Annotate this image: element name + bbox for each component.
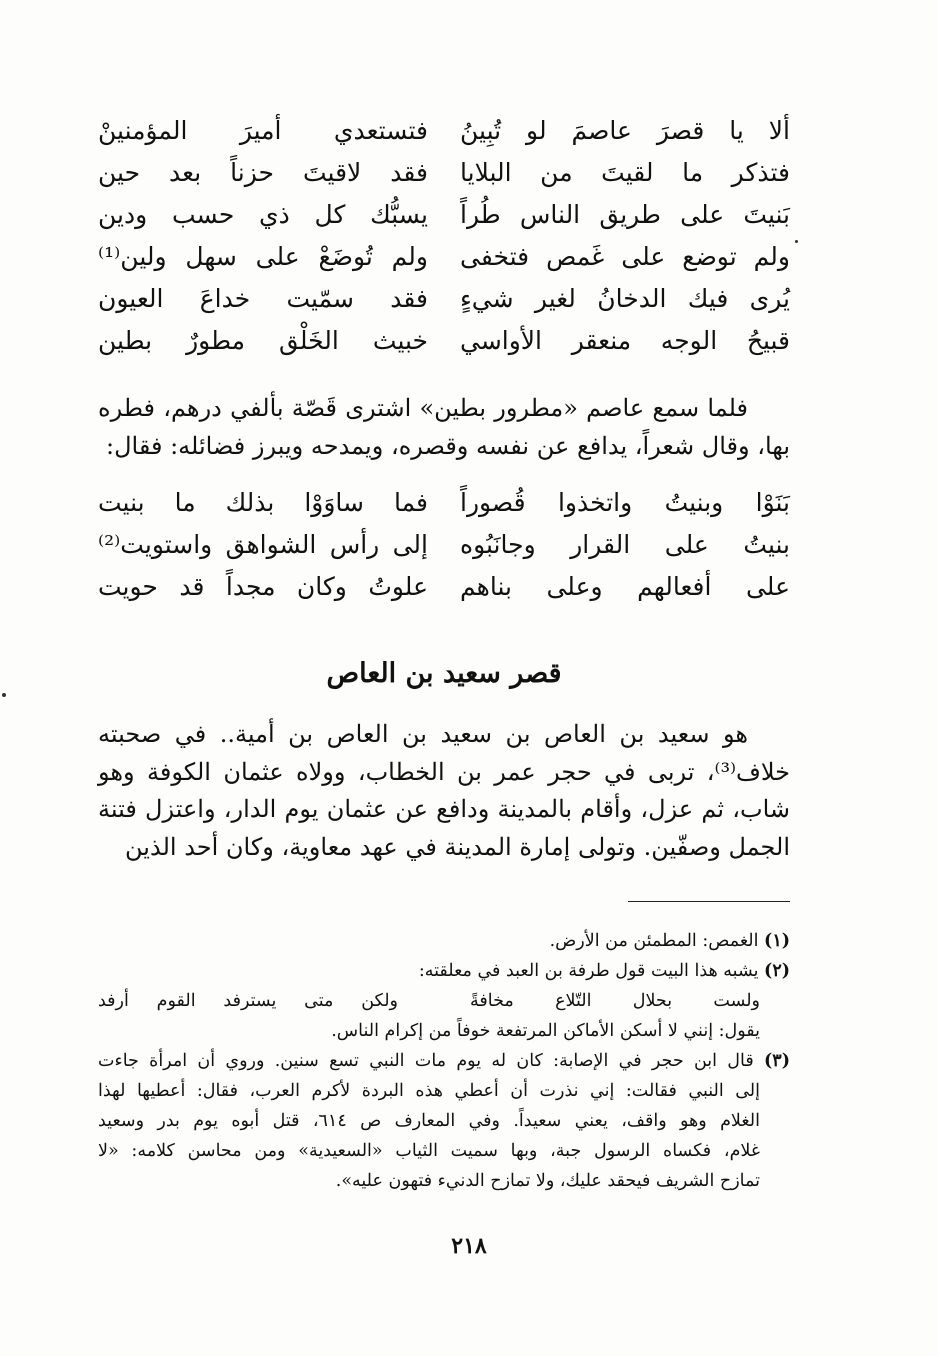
page-number: ٢١٨ (451, 1233, 487, 1259)
section-heading: قصر سعيد بن العاص (326, 658, 562, 689)
poem-2 (98, 482, 790, 608)
hemistich-1: ولم توضع على غَمص فتخفى (460, 242, 790, 271)
verse-row (98, 524, 790, 566)
hemistich-1: على أفعالهم وعلى بناهم (460, 572, 790, 601)
hemistich-1: ألا يا قصرَ عاصمَ لو تُبِينُ (460, 116, 790, 145)
scan-speck (2, 693, 6, 697)
paragraph-2: هو سعيد بن العاص بن سعيد بن العاص بن أمية.. في صحبته خلاف⁽³⁾، تربى في حجر عمر بن الخطاب، وولاه عثمان الكوفة وهو شاب، ثم عزل، وأقام بالمدينة ودافع عن عثمان يوم الدار، واعتزل فتنة الجمل وصفّين. وتولى إمارة المدينة في عهد معاوية، وكان أحد الذين (98, 720, 791, 861)
footnote-verse-hemistich-2: ولكن متى يسترفد القوم أرفد (98, 991, 398, 1011)
footnotes (98, 926, 790, 1196)
hemistich-2: يسبُّك كل ذي حسب ودين (98, 200, 428, 229)
verse-row (98, 482, 790, 524)
footnote-2 (98, 956, 790, 986)
hemistich-1: بَنيتَ على طريق الناس طُراً (460, 200, 790, 229)
verse-row (98, 320, 790, 362)
verse-row (98, 194, 790, 236)
hemistich-2: فقد لاقيتَ حزناً بعد حين (98, 158, 428, 187)
footnote-verse-hemistich-1: ولست بحلال التّلاع مخافةً (470, 991, 760, 1011)
paragraph-1: فلما سمع عاصم «مطرور بطين» اشترى قَصّة بألفي درهم، فطره بها، وقال شعراً، يدافع عن نفسه وقصره، ويمدحه ويبرز فضائله: فقال: (98, 394, 790, 460)
verse-row (98, 278, 790, 320)
hemistich-2: علوتُ وكان مجداً قد حويت (98, 572, 428, 601)
hemistich-1: بَنَوْا وبنيتُ واتخذوا قُصوراً (460, 488, 790, 517)
hemistich-2: إلى رأس الشواهق واستويت⁽²⁾ (98, 530, 428, 559)
footnote-number: (٣) (764, 1051, 790, 1071)
hemistich-2: ولم تُوضَعْ على سهل ولين⁽¹⁾ (98, 242, 428, 271)
poem-1 (98, 110, 790, 362)
verse-row (98, 152, 790, 194)
footnote-3-line: الغلام وهو واقف، يعني سعيداً. وفي المعارف ص ٦١٤، قتل أبوه يوم بدر وسعيد (98, 1111, 760, 1131)
verse-row (98, 110, 790, 152)
footnote-verse (98, 986, 790, 1016)
hemistich-2: فما ساوَوْا بذلك ما بنيت (98, 488, 428, 517)
verse-row (98, 566, 790, 608)
verse-row (98, 236, 790, 278)
footnote-3-line: تمازح الشريف فيحقد عليك، ولا تمازح الدنيء فتهون عليه». (335, 1171, 760, 1191)
scan-speck (795, 240, 798, 243)
footnote-text: يقول: إنني لا أسكن الأماكن المرتفعة خوفاً من إكرام الناس. (331, 1021, 760, 1041)
hemistich-1: قبيحُ الوجه منعقر الأواسي (460, 326, 790, 355)
footnote-separator (628, 901, 790, 902)
footnote-3-line: إلى النبي فقالت: إني نذرت أن أعطي هذه البردة لأكرم العرب، فقال: أعطيها لهذا (98, 1081, 760, 1101)
hemistich-2: فقد سمّيت خداعَ العيون (98, 284, 428, 313)
footnote-text: قال ابن حجر في الإصابة: كان له يوم مات النبي تسع سنين. وروي أن امرأة جاءت (98, 1051, 754, 1071)
hemistich-1: بنيتُ على القرار وجانَبُوه (460, 530, 790, 559)
footnote-number: (٢) (764, 961, 790, 981)
hemistich-2: فتستعدي أميرَ المؤمنينْ (98, 116, 428, 145)
footnote-2-continuation (98, 1016, 790, 1046)
footnote-number: (١) (764, 931, 790, 951)
footnote-3 (98, 1046, 790, 1076)
footnote-text: الغمص: المطمئن من الأرض. (549, 931, 759, 951)
footnote-1 (98, 926, 790, 956)
hemistich-1: يُرى فيك الدخانُ لغير شيءٍ (460, 284, 790, 313)
footnote-3-line: غلام، فكساه الرسول جبة، وبها سميت الثياب «السعيدية» ومن محاسن كلامه: «لا (98, 1141, 760, 1161)
footnote-text: يشبه هذا البيت قول طرفة بن العبد في معلقته: (418, 961, 759, 981)
hemistich-1: فتذكر ما لقيتَ من البلايا (460, 158, 790, 187)
hemistich-2: خبيث الخَلْق مطورٌ بطين (98, 326, 428, 355)
